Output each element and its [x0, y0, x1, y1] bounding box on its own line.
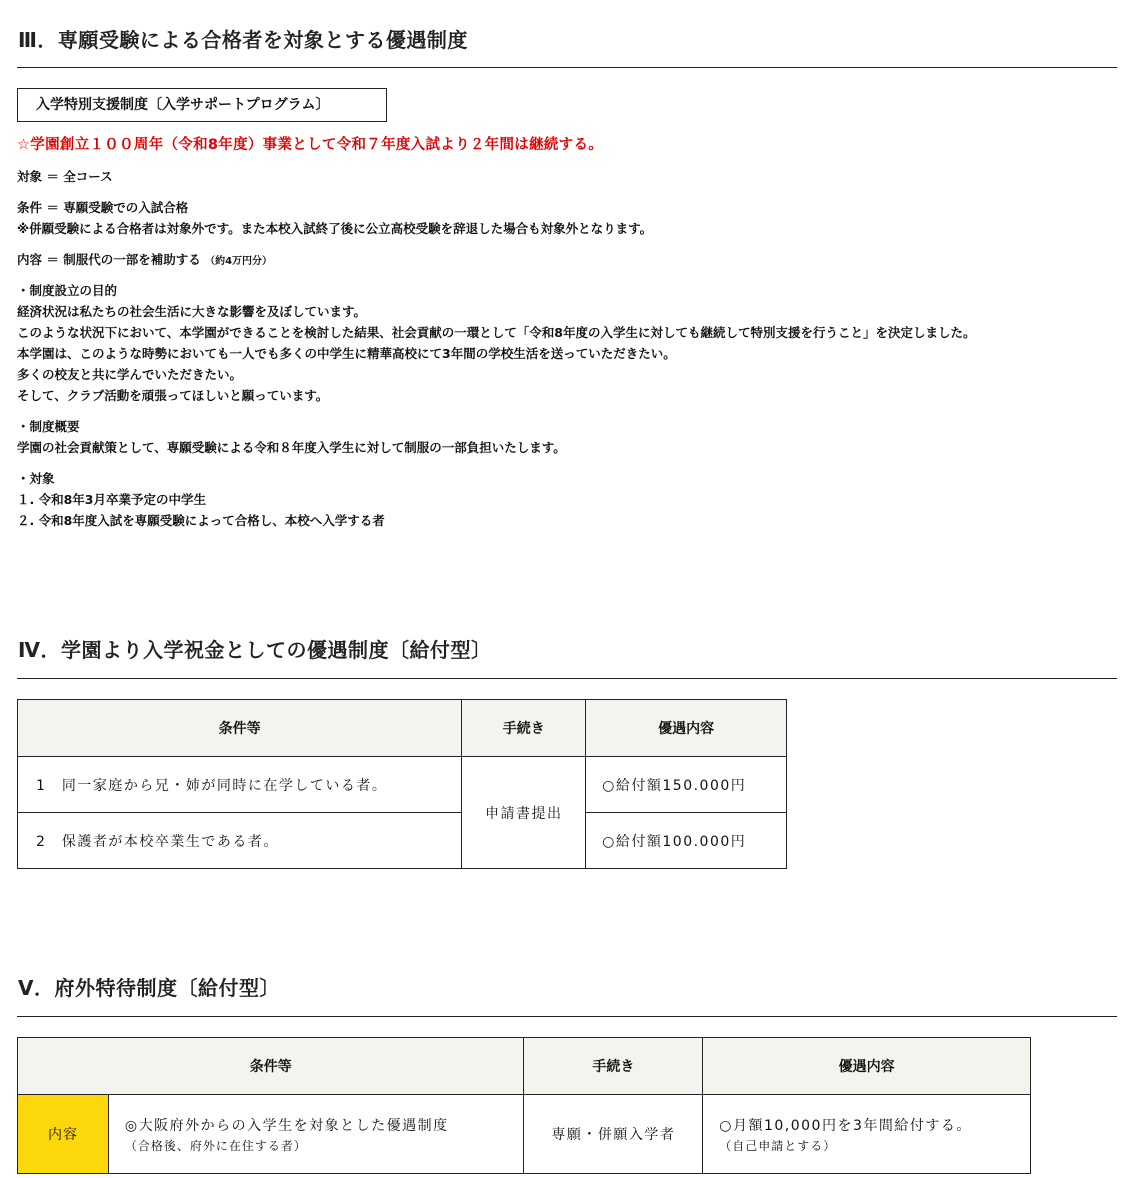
table-header-row: [18, 700, 787, 757]
benefit-sub: （自己申請とする）: [719, 1138, 837, 1153]
header-procedure: 手続き: [462, 700, 586, 757]
section-4-title: Ⅳ．学園より入学祝金としての優遇制度〔給付型〕: [18, 638, 492, 662]
program-label-box: 入学特別支援制度〔入学サポートプログラム〕: [17, 88, 387, 122]
header-procedure: 手続き: [524, 1038, 703, 1095]
benefit-cell: [703, 1095, 1031, 1174]
purpose-line: 本学園は、このような時勢においても一人でも多くの中学生に精華高校にて3年間の学校生活を送っていただきたい。: [17, 346, 676, 361]
purpose-line: このような状況下において、本学園ができることを検討した結果、社会貢献の一環として「令和8年度の入学生に対しても継続して特別支援を行うこと」を決定しました。: [17, 325, 976, 340]
section-3-title: Ⅲ．専願受験による合格者を対象とする優遇制度: [18, 28, 468, 52]
condition-cell: 1 同一家庭から兄・姉が同時に在学している者。: [18, 757, 462, 813]
target-line: 対象 ＝ 全コース: [17, 169, 113, 184]
out-of-prefecture-table: [17, 1037, 1031, 1174]
eligibility-item: １. 令和8年3月卒業予定の中学生: [17, 492, 206, 507]
condition-cell: 2 保護者が本校卒業生である者。: [18, 813, 462, 869]
benefit-main: ○月額10,000円を3年間給付する。: [719, 1117, 972, 1134]
anniversary-highlight: ☆学園創立１００周年（令和8年度）事業として令和７年度入試より２年間は継続する。: [17, 137, 604, 153]
overview-line: 学園の社会貢献策として、専願受験による令和８年度入学生に対して制服の一部負担いたします。: [17, 440, 566, 455]
section-5-title: Ⅴ．府外特待制度〔給付型〕: [18, 976, 280, 1000]
header-conditions: 条件等: [18, 700, 462, 757]
eligibility-heading: ・対象: [17, 471, 55, 486]
table-row: [18, 757, 787, 813]
header-benefit: 優遇内容: [703, 1038, 1031, 1095]
purpose-line: 経済状況は私たちの社会生活に大きな影響を及ぼしています。: [17, 304, 367, 319]
header-benefit: 優遇内容: [586, 700, 787, 757]
condition-line: 条件 ＝ 専願受験での入試合格: [17, 200, 189, 215]
header-conditions: 条件等: [18, 1038, 524, 1095]
condition-sub: （合格後、府外に在住する者）: [124, 1138, 307, 1153]
procedure-cell: 申請書提出: [462, 757, 586, 869]
section-5-divider: [17, 1016, 1117, 1017]
benefit-cell: ○給付額100.000円: [586, 813, 787, 869]
condition-cell: [108, 1095, 524, 1174]
content-small-note: （約4万円分）: [205, 256, 273, 267]
row-label-content: 内容: [18, 1095, 109, 1174]
eligibility-item: ２. 令和8年度入試を専願受験によって合格し、本校へ入学する者: [17, 513, 385, 528]
purpose-line: 多くの校友と共に学んでいただきたい。: [17, 367, 243, 382]
content-text: 内容 ＝ 制服代の一部を補助する: [17, 252, 201, 267]
overview-heading: ・制度概要: [17, 419, 80, 434]
content-line: [17, 249, 272, 272]
purpose-heading: ・制度設立の目的: [17, 283, 118, 298]
table-row: [18, 813, 787, 869]
condition-note: ※併願受験による合格者は対象外です。また本校入試終了後に公立高校受験を辞退した場合も対象外となります。: [17, 221, 653, 236]
benefit-cell: ○給付額150.000円: [586, 757, 787, 813]
procedure-cell: 専願・併願入学者: [524, 1095, 703, 1174]
section-4-divider: [17, 678, 1117, 679]
section-3-divider: [17, 67, 1117, 68]
table-header-row: [18, 1038, 1031, 1095]
purpose-line: そして、クラブ活動を頑張ってほしいと願っています。: [17, 388, 329, 403]
condition-main: ◎大阪府外からの入学生を対象とした優遇制度: [124, 1117, 449, 1134]
family-benefit-table: [17, 699, 787, 869]
table-row: [18, 1095, 1031, 1174]
